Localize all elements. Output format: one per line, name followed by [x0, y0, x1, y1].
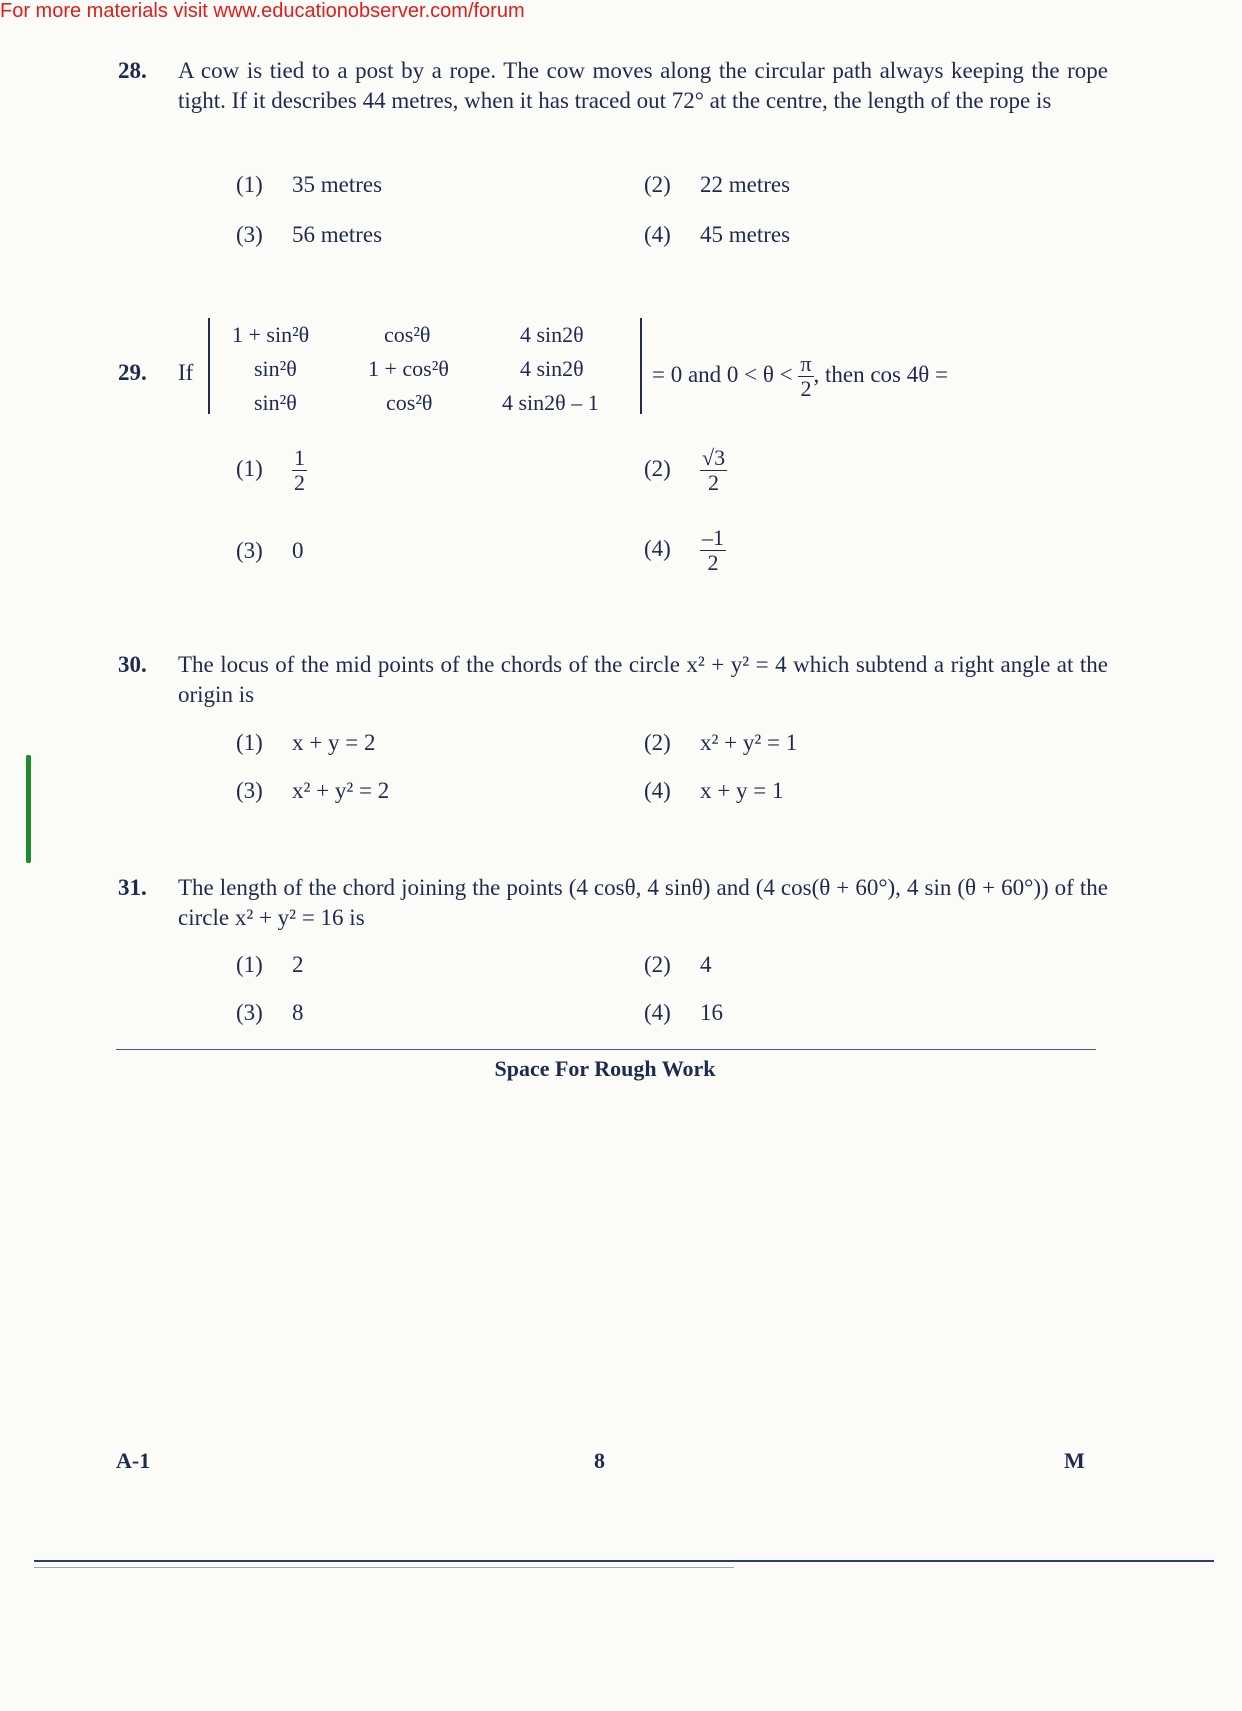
fraction-numerator: π	[800, 351, 812, 376]
q31-option-4	[644, 1000, 723, 1026]
matrix-cell: 4 sin2θ	[520, 322, 584, 347]
q30-text: The locus of the mid points of the chords of the circle x² + y² = 4 which subtend a right angle at the origin is	[178, 652, 1108, 707]
q30-option-4	[644, 778, 783, 804]
matrix-cell: sin²θ	[254, 390, 297, 415]
option-label: (4)	[644, 535, 671, 561]
q30-option-3	[236, 778, 389, 804]
q31-option-1	[236, 952, 304, 978]
q28-option-4	[644, 222, 790, 248]
bottom-scan-line	[34, 1560, 1214, 1562]
q28-text: A cow is tied to a post by a rope. The cow moves along the circular path always keeping the rope tight. If it describes 44 metres, when it has traced out 72° at the centre, the length of the rope is	[178, 58, 1108, 113]
condition-suffix: , then cos 4θ =	[813, 361, 948, 387]
matrix-cell: 4 sin2θ	[520, 356, 584, 381]
q29-if: If	[178, 360, 194, 385]
option-text: x + y = 2	[292, 730, 376, 755]
green-margin-mark	[26, 755, 31, 863]
option-text: 8	[292, 1000, 304, 1025]
determinant-right-bar	[640, 318, 642, 414]
option-text: 45 metres	[700, 222, 791, 247]
q29-condition	[652, 352, 948, 401]
option-label: (4)	[644, 778, 671, 803]
q30-number: 30.	[118, 652, 147, 677]
q31-number: 31.	[118, 875, 147, 900]
q31-option-3	[236, 1000, 304, 1026]
option-label: (1)	[236, 730, 263, 755]
q28-option-1	[236, 172, 382, 198]
option-fraction	[700, 526, 726, 575]
option-text: 4	[700, 952, 712, 977]
option-label: (1)	[236, 455, 263, 481]
determinant-left-bar	[208, 318, 210, 414]
pi-over-2-fraction	[798, 352, 813, 401]
rough-work-divider	[116, 1049, 1096, 1050]
q29-option-3	[236, 538, 304, 564]
q30-option-2	[644, 730, 797, 756]
bottom-scan-line-faint	[34, 1567, 734, 1568]
fraction-denominator: 2	[707, 550, 719, 575]
option-fraction	[700, 446, 727, 495]
matrix-cell: 4 sin2θ – 1	[502, 390, 599, 415]
fraction-denominator: 2	[800, 376, 812, 401]
q30-option-1	[236, 730, 375, 756]
fraction-numerator: √3	[702, 445, 726, 470]
option-text: x² + y² = 2	[292, 778, 390, 803]
footer-series: M	[1064, 1448, 1085, 1473]
option-label: (3)	[236, 538, 263, 563]
option-label: (3)	[236, 222, 263, 247]
matrix-cell: sin²θ	[254, 356, 297, 381]
fraction-denominator: 2	[708, 470, 720, 495]
q28-option-3	[236, 222, 382, 248]
option-label: (2)	[644, 172, 671, 197]
q31-text: The length of the chord joining the points (4 cosθ, 4 sinθ) and (4 cos(θ + 60°), 4 sin (θ + 60°)) of the circle x² + y² = 16 is	[178, 875, 1108, 930]
option-text: x + y = 1	[700, 778, 784, 803]
matrix-cell: cos²θ	[386, 390, 433, 415]
option-text: 56 metres	[292, 222, 383, 247]
option-label: (2)	[644, 730, 671, 755]
option-text: 22 metres	[700, 172, 791, 197]
option-label: (1)	[236, 172, 263, 197]
option-label: (1)	[236, 952, 263, 977]
q29-option-4	[644, 526, 726, 575]
header-link[interactable]: For more materials visit www.educationobserver.com/forum	[0, 0, 525, 22]
option-label: (3)	[236, 1000, 263, 1025]
option-label: (4)	[644, 1000, 671, 1025]
q28-number: 28.	[118, 58, 147, 83]
q29-option-1	[236, 446, 307, 495]
footer-code: A-1	[116, 1448, 151, 1473]
option-text: x² + y² = 1	[700, 730, 798, 755]
condition-prefix: = 0 and 0 < θ <	[652, 361, 793, 387]
option-label: (2)	[644, 952, 671, 977]
page-number: 8	[594, 1448, 605, 1473]
fraction-denominator: 2	[294, 470, 305, 495]
option-text: 0	[292, 538, 304, 563]
q31-option-2	[644, 952, 712, 978]
q28-option-2	[644, 172, 790, 198]
option-fraction	[292, 446, 307, 495]
rough-work-label: Space For Rough Work	[494, 1056, 716, 1081]
fraction-numerator: –1	[702, 525, 724, 550]
q29-option-2	[644, 446, 727, 495]
option-label: (2)	[644, 455, 671, 481]
matrix-cell: 1 + cos²θ	[368, 356, 449, 381]
q29-number: 29.	[118, 360, 147, 385]
option-text: 35 metres	[292, 172, 383, 197]
option-label: (3)	[236, 778, 263, 803]
option-text: 2	[292, 952, 304, 977]
option-text: 16	[700, 1000, 723, 1025]
fraction-numerator: 1	[294, 445, 305, 470]
matrix-cell: 1 + sin²θ	[232, 322, 310, 347]
matrix-cell: cos²θ	[384, 322, 431, 347]
option-label: (4)	[644, 222, 671, 247]
